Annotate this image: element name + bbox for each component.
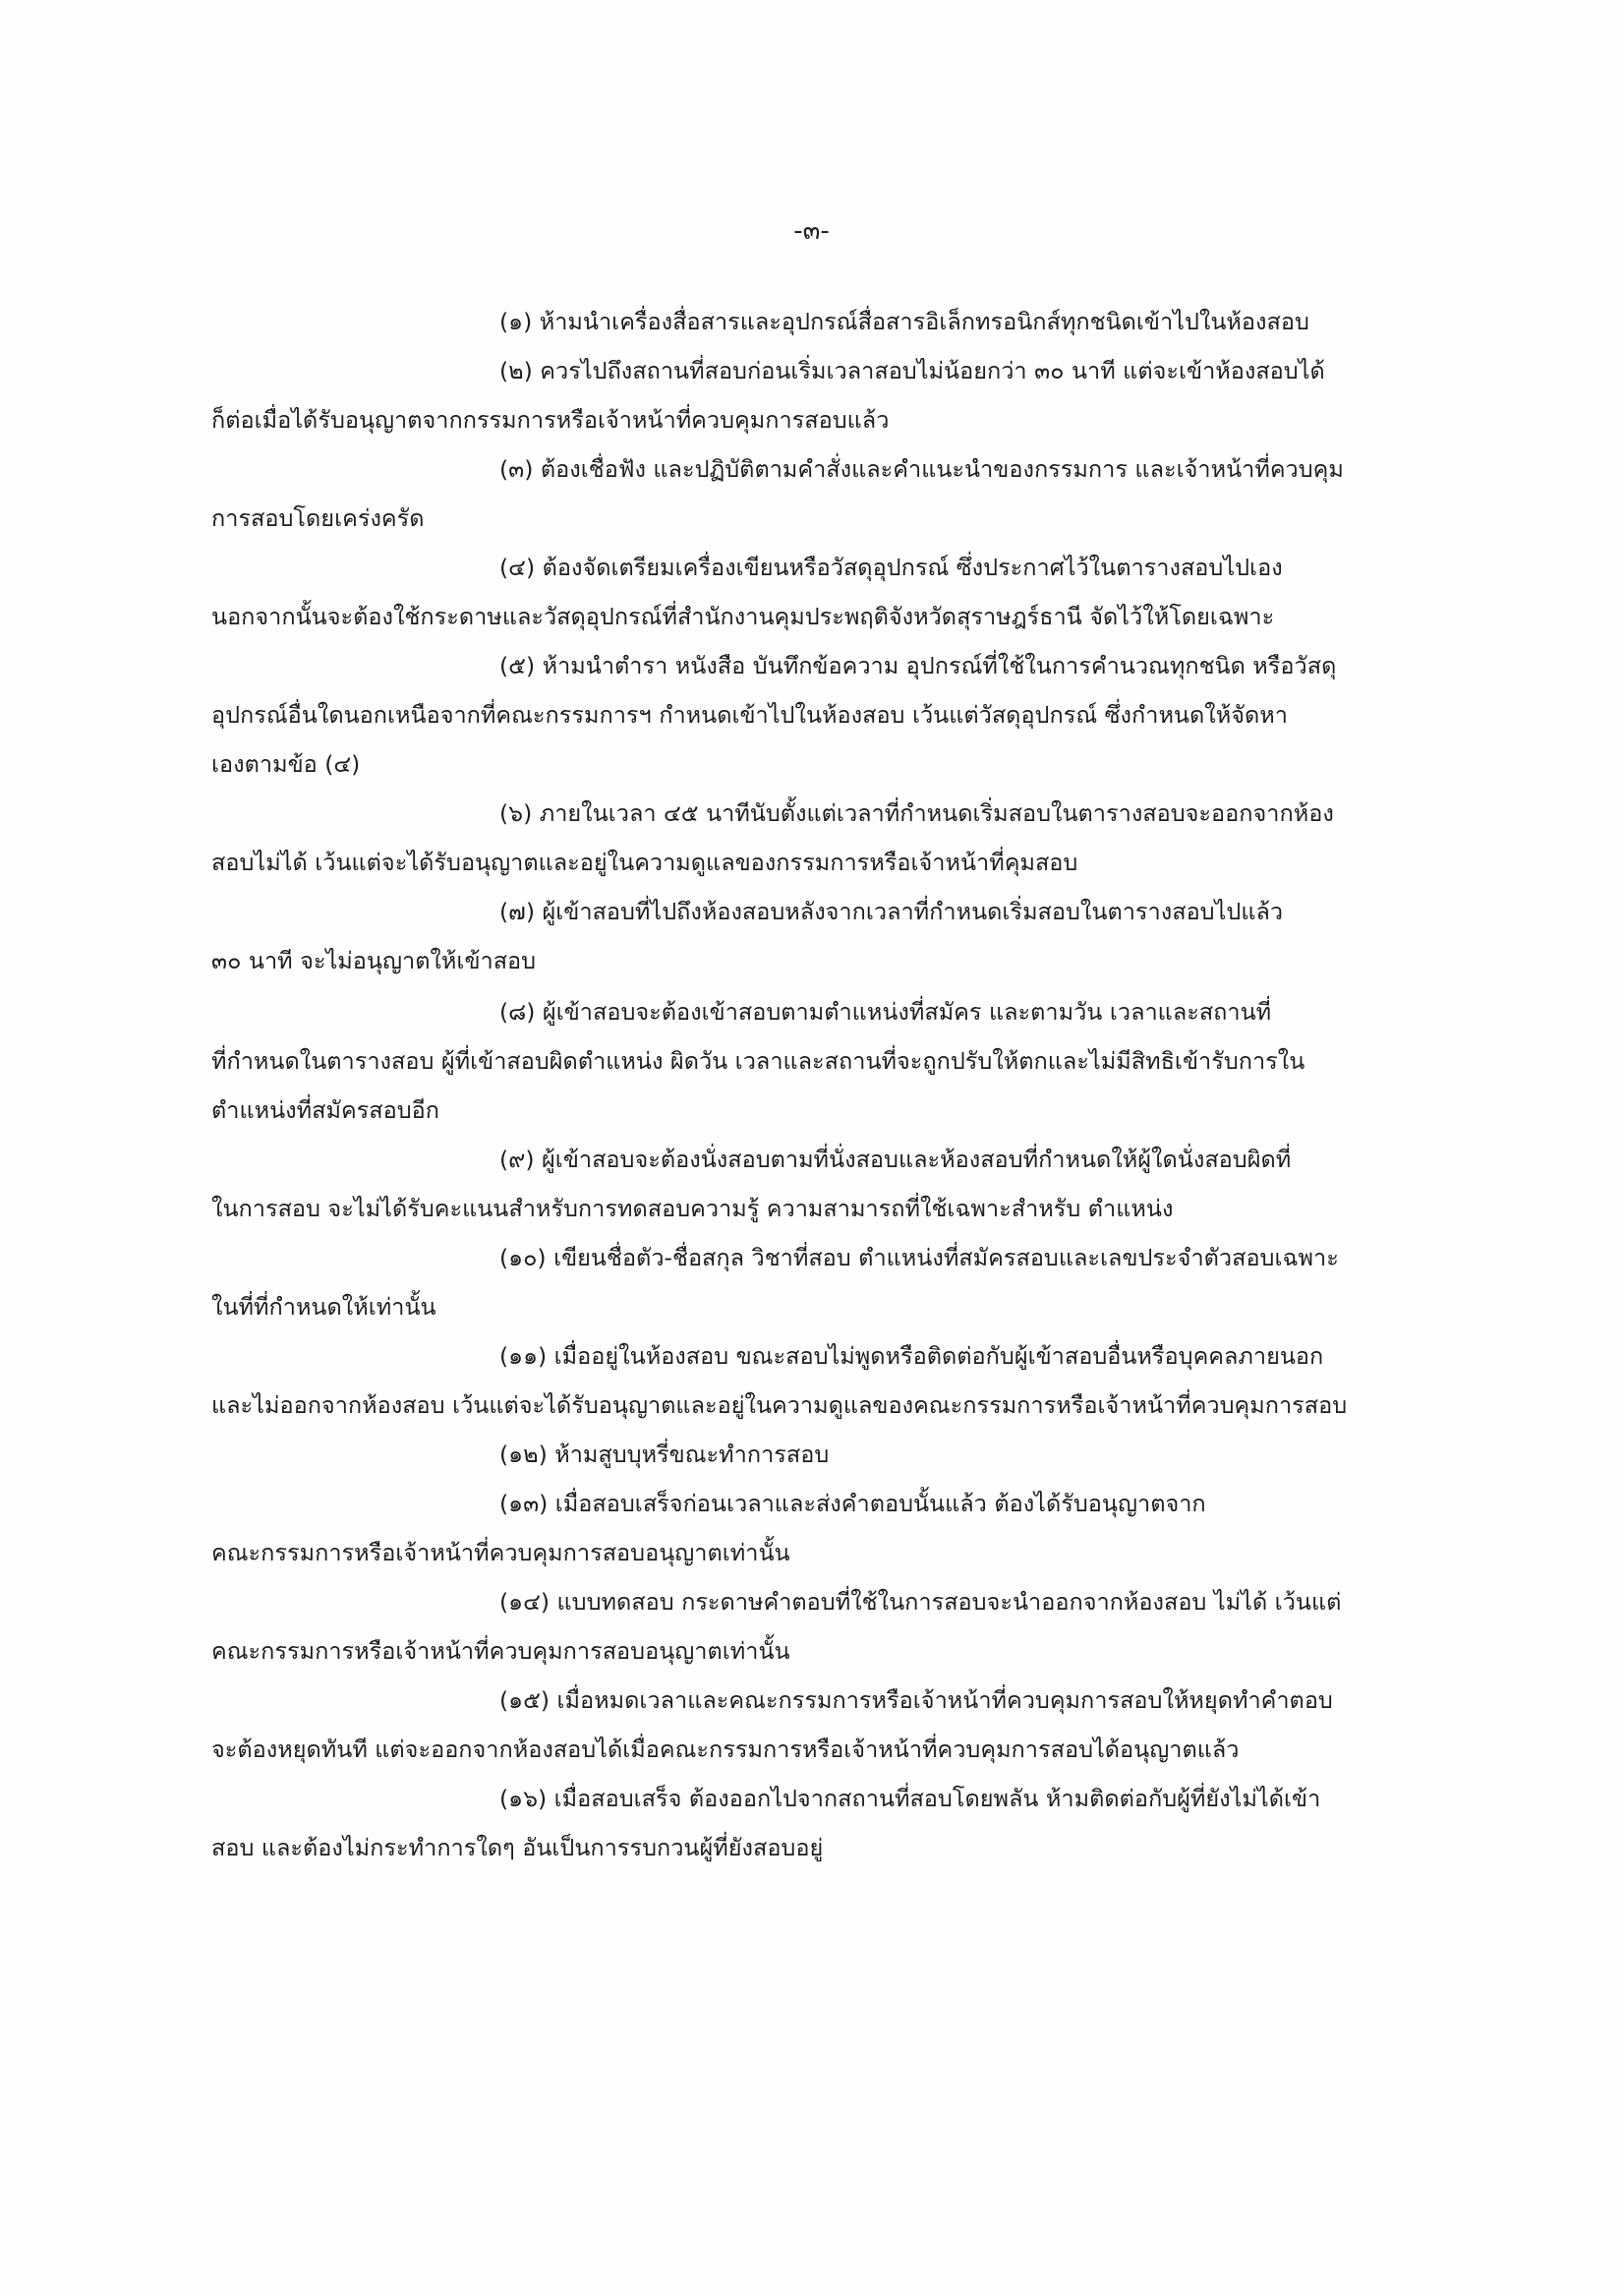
rule-3-line-2: การสอบโดยเคร่งครัด: [211, 504, 425, 532]
rule-5-line-3: เองตามข้อ (๔): [211, 750, 361, 778]
rule-9-line-1: (๙) ผู้เข้าสอบจะต้องนั่งสอบตามที่นั่งสอบและห้องสอบที่กำหนดให้ผู้ใดนั่งสอบผิดที่: [499, 1146, 1292, 1173]
rule-7-line-1: (๗) ผู้เข้าสอบที่ไปถึงห้องสอบหลังจากเวลาที่กำหนดเริ่มสอบในตารางสอบไปแล้ว: [499, 898, 1284, 925]
rule-16-line-2: สอบ และต้องไม่กระทำการใดๆ อันเป็นการรบกวนผู้ที่ยังสอบอยู่: [211, 1834, 824, 1861]
rule-4-line-1: (๔) ต้องจัดเตรียมเครื่องเขียนหรือวัสดุอุปกรณ์ ซึ่งประกาศไว้ในตารางสอบไปเอง: [499, 554, 1283, 581]
rule-2-line-2: ก็ต่อเมื่อได้รับอนุญาตจากกรรมการหรือเจ้าหน้าที่ควบคุมการสอบแล้ว: [211, 406, 890, 434]
rule-8-line-3: ตำแหน่งที่สมัครสอบอีก: [211, 1096, 440, 1124]
rule-12-line-1: (๑๒) ห้ามสูบบุหรี่ขณะทำการสอบ: [499, 1441, 830, 1468]
rule-5-line-2: อุปกรณ์อื่นใดนอกเหนือจากที่คณะกรรมการฯ กำหนดเข้าไปในห้องสอบ เว้นแต่วัสดุอุปกรณ์ ซึ่งกำหนดให้จัดหา: [211, 701, 1288, 729]
rule-14-line-2: คณะกรรมการหรือเจ้าหน้าที่ควบคุมการสอบอนุญาตเท่านั้น: [211, 1637, 790, 1665]
rule-10-line-2: ในที่ที่กำหนดให้เท่านั้น: [211, 1293, 436, 1321]
rule-10-line-1: (๑๐) เขียนชื่อตัว-ชื่อสกุล วิชาที่สอบ ตำแหน่งที่สมัครสอบและเลขประจำตัวสอบเฉพาะ: [499, 1244, 1339, 1271]
rule-16-line-1: (๑๖) เมื่อสอบเสร็จ ต้องออกไปจากสถานที่สอบโดยพลัน ห้ามติดต่อกับผู้ที่ยังไม่ได้เข้า: [499, 1785, 1321, 1812]
rule-11-line-2: และไม่ออกจากห้องสอบ เว้นแต่จะได้รับอนุญาตและอยู่ในความดูแลของคณะกรรมการหรือเจ้าหน้าที่ควบคุมการสอบ: [211, 1391, 1348, 1419]
rule-6-line-1: (๖) ภายในเวลา ๔๕ นาทีนับตั้งแต่เวลาที่กำหนดเริ่มสอบในตารางสอบจะออกจากห้อง: [499, 799, 1334, 827]
rule-3-line-1: (๓) ต้องเชื่อฟัง และปฏิบัติตามคำสั่งและคำแนะนำของกรรมการ และเจ้าหน้าที่ควบคุม: [499, 455, 1344, 483]
rule-15-line-1: (๑๕) เมื่อหมดเวลาและคณะกรรมการหรือเจ้าหน้าที่ควบคุมการสอบให้หยุดทำคำตอบ: [499, 1686, 1333, 1714]
rule-6-line-2: สอบไม่ได้ เว้นแต่จะได้รับอนุญาตและอยู่ในความดูแลของกรรมการหรือเจ้าหน้าที่คุมสอบ: [211, 849, 1078, 876]
rule-8-line-1: (๘) ผู้เข้าสอบจะต้องเข้าสอบตามตำแหน่งที่สมัคร และตามวัน เวลาและสถานที่: [499, 998, 1272, 1026]
rule-5-line-1: (๕) ห้ามนำตำรา หนังสือ บันทึกข้อความ อุปกรณ์ที่ใช้ในการคำนวณทุกชนิด หรือวัสดุ: [499, 652, 1337, 679]
rule-9-line-2: ในการสอบ จะไม่ได้รับคะแนนสำหรับการทดสอบความรู้ ความสามารถที่ใช้เฉพาะสำหรับ ตำแหน่ง: [211, 1195, 1174, 1222]
rule-13-line-2: คณะกรรมการหรือเจ้าหน้าที่ควบคุมการสอบอนุญาตเท่านั้น: [211, 1539, 790, 1566]
rule-7-line-2: ๓๐ นาที จะไม่อนุญาตให้เข้าสอบ: [211, 947, 537, 974]
rule-15-line-2: จะต้องหยุดทันที แต่จะออกจากห้องสอบได้เมื่อคณะกรรมการหรือเจ้าหน้าที่ควบคุมการสอบได้อนุญาตแล้ว: [211, 1736, 1240, 1763]
rule-4-line-2: นอกจากนั้นจะต้องใช้กระดาษและวัสดุอุปกรณ์ที่สำนักงานคุมประพฤติจังหวัดสุราษฎร์ธานี จัดไว้ให้โดยเฉพาะ: [211, 603, 1275, 630]
rule-11-line-1: (๑๑) เมื่ออยู่ในห้องสอบ ขณะสอบไม่พูดหรือติดต่อกับผู้เข้าสอบอื่นหรือบุคคลภายนอก: [499, 1342, 1324, 1370]
rule-13-line-1: (๑๓) เมื่อสอบเสร็จก่อนเวลาและส่งคำตอบนั้นแล้ว ต้องได้รับอนุญาตจาก: [499, 1490, 1206, 1517]
rule-8-line-2: ที่กำหนดในตารางสอบ ผู้ที่เข้าสอบผิดตำแหน่ง ผิดวัน เวลาและสถานที่จะถูกปรับให้ตกและไม่มีสิทธิเข้ารับการใน: [211, 1047, 1305, 1075]
rule-2-line-1: (๒) ควรไปถึงสถานที่สอบก่อนเริ่มเวลาสอบไม่น้อยกว่า ๓๐ นาที แต่จะเข้าห้องสอบได้: [499, 357, 1325, 384]
rule-1-line-1: (๑) ห้ามนำเครื่องสื่อสารและอุปกรณ์สื่อสารอิเล็กทรอนิกส์ทุกชนิดเข้าไปในห้องสอบ: [499, 308, 1309, 335]
rule-14-line-1: (๑๔) แบบทดสอบ กระดาษคำตอบที่ใช้ในการสอบจะนำออกจากห้องสอบ ไม่ได้ เว้นแต่: [499, 1588, 1342, 1616]
page-number: -๓-: [793, 216, 830, 246]
